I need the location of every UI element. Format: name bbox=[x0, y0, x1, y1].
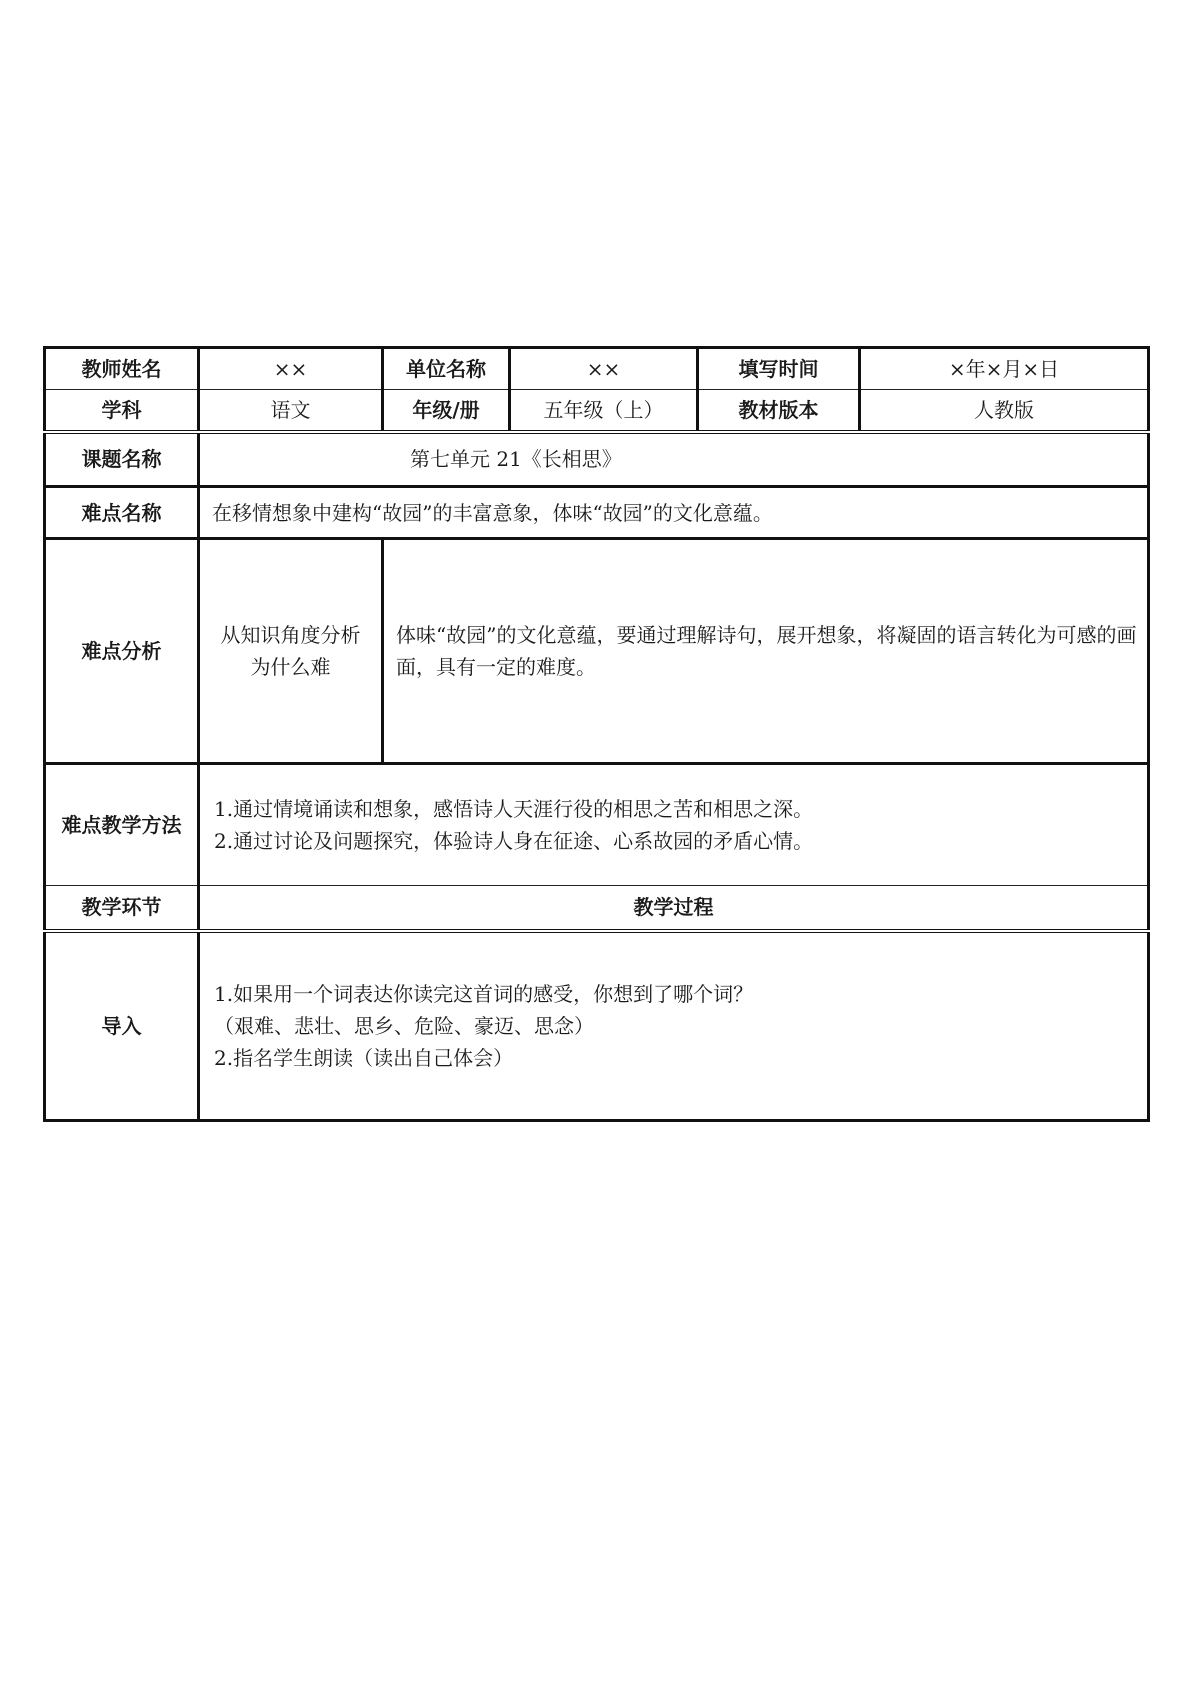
intro-content bbox=[199, 931, 1149, 1121]
date-value: ×年×月×日 bbox=[860, 348, 1149, 390]
intro-row bbox=[45, 931, 1149, 1121]
header-row-1 bbox=[45, 348, 1149, 390]
analysis-row bbox=[45, 539, 1149, 764]
grade-label: 年级/册 bbox=[383, 390, 510, 432]
edition-value: 人教版 bbox=[860, 390, 1149, 432]
teacher-value: ×× bbox=[199, 348, 383, 390]
lesson-plan-table bbox=[43, 346, 1150, 1122]
grade-value: 五年级（上） bbox=[510, 390, 698, 432]
difficulty-row bbox=[45, 487, 1149, 539]
intro-line: 1.如果用一个词表达你读完这首词的感受，你想到了哪个词？ bbox=[214, 981, 754, 1006]
method-line: 2.通过讨论及问题探究，体验诗人身在征途、心系故园的矛盾心情。 bbox=[214, 829, 814, 853]
subject-value: 语文 bbox=[199, 390, 383, 432]
lesson-plan-table-container bbox=[43, 346, 1147, 1122]
intro-label: 导入 bbox=[45, 931, 199, 1121]
teacher-label: 教师姓名 bbox=[45, 348, 199, 390]
method-row bbox=[45, 764, 1149, 886]
unit-value: ×× bbox=[510, 348, 698, 390]
analysis-label: 难点分析 bbox=[45, 539, 199, 764]
difficulty-value: 在移情想象中建构“故园”的丰富意象，体味“故园”的文化意蕴。 bbox=[199, 487, 1149, 539]
method-label: 难点教学方法 bbox=[45, 764, 199, 886]
process-label: 教学过程 bbox=[199, 886, 1149, 931]
edition-label: 教材版本 bbox=[698, 390, 860, 432]
stage-label: 教学环节 bbox=[45, 886, 199, 931]
difficulty-label: 难点名称 bbox=[45, 487, 199, 539]
method-content bbox=[199, 764, 1149, 886]
date-label: 填写时间 bbox=[698, 348, 860, 390]
header-row-2 bbox=[45, 390, 1149, 432]
intro-line: （艰难、悲壮、思乡、危险、豪迈、思念） bbox=[214, 1013, 594, 1038]
process-header-row bbox=[45, 886, 1149, 931]
subject-label: 学科 bbox=[45, 390, 199, 432]
unit-label: 单位名称 bbox=[383, 348, 510, 390]
lesson-value: 第七单元 21《长相思》 bbox=[199, 432, 1149, 487]
method-line: 1.通过情境诵读和想象，感悟诗人天涯行役的相思之苦和相思之深。 bbox=[214, 797, 814, 821]
lesson-row bbox=[45, 432, 1149, 487]
intro-line: 2.指名学生朗读（读出自己体会） bbox=[214, 1045, 514, 1070]
analysis-sub-label: 从知识角度分析为什么难 bbox=[199, 539, 383, 764]
lesson-label: 课题名称 bbox=[45, 432, 199, 487]
analysis-value: 体味“故园”的文化意蕴，要通过理解诗句，展开想象，将凝固的语言转化为可感的画面，具有一定的难度。 bbox=[383, 539, 1149, 764]
